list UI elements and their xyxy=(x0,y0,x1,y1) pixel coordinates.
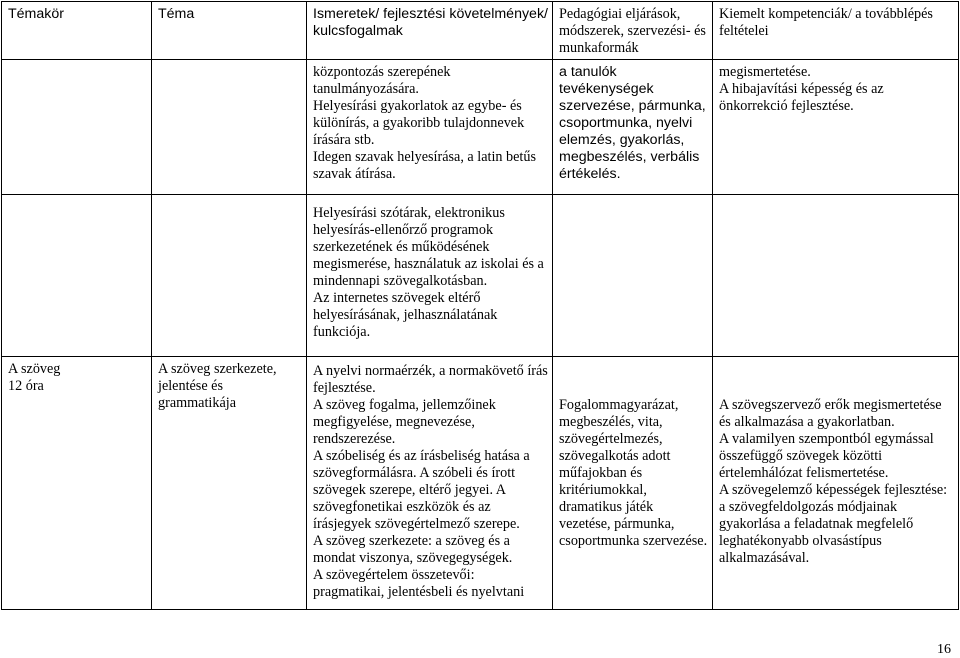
text-line: A nyelvi normaérzék, a normakövető írás fejlesztése. xyxy=(313,363,548,396)
text-line: A szövegértelem összetevői: pragmatikai, jelentésbeli és nyelvtani xyxy=(313,567,525,600)
table-row xyxy=(2,195,959,357)
header-kompetenciak: Kiemelt kompetenciák/ a továbblépés feltételei xyxy=(713,2,959,60)
table-row xyxy=(2,357,959,610)
cell-ismeretek xyxy=(307,60,553,195)
cell-tema xyxy=(152,357,307,610)
text-line: Idegen szavak helyesírása, a latin betűs szavak átírása. xyxy=(313,149,536,182)
topic-name: A szöveg xyxy=(8,361,61,377)
cell-tema-empty xyxy=(152,60,307,195)
topic-hours: 12 óra xyxy=(8,378,44,394)
cell-temakor-empty xyxy=(2,195,152,357)
text-line: Helyesírási gyakorlatok az egybe- és különírás, a gyakoribb tulajdonnevek írására stb. xyxy=(313,98,525,148)
cell-ismeretek xyxy=(307,357,553,610)
page-number: 16 xyxy=(937,642,951,657)
cell-pedagogiai xyxy=(553,60,713,195)
text-line: a tanulók tevékenységek szervezése, pármunka, csoportmunka, nyelvi elemzés, gyakorlás, megbeszélés, verbális értékelés. xyxy=(559,64,706,182)
cell-tema-empty xyxy=(152,195,307,357)
cell-pedagogiai xyxy=(553,357,713,610)
cell-kompetenciak xyxy=(713,60,959,195)
cell-temakor xyxy=(2,357,152,610)
text-line: Fogalommagyarázat, megbeszélés, vita, szövegértelmezés, szövegalkotás adott műfajokban és kritériumokkal, dramatikus játék vezetése, pármunka, csoportmunka szervezése. xyxy=(559,397,708,549)
theme-text: A szöveg szerkezete, jelentése és grammatikája xyxy=(158,361,277,411)
cell-pedagogiai-empty xyxy=(553,195,713,357)
cell-ismeretek xyxy=(307,195,553,357)
header-ismeretek: Ismeretek/ fejlesztési követelmények/ kulcsfogalmak xyxy=(307,2,553,60)
cell-temakor-empty xyxy=(2,60,152,195)
curriculum-table xyxy=(1,1,959,610)
text-line: A szövegszervező erők megismertetése és alkalmazása a gyakorlatban. xyxy=(719,397,942,430)
text-line: A szöveg fogalma, jellemzőinek megfigyelése, megnevezése, rendszerezése. xyxy=(313,397,496,447)
cell-kompetenciak xyxy=(713,357,959,610)
text-line: Az internetes szövegek eltérő helyesírásának, jelhasználatának funkciója. xyxy=(313,290,498,340)
table-row xyxy=(2,60,959,195)
text-line: A szöveg szerkezete: a szöveg és a mondat viszonya, szövegegységek. xyxy=(313,533,513,566)
header-tema: Téma xyxy=(152,2,307,60)
text-line: központozás szerepének tanulmányozására. xyxy=(313,64,451,97)
cell-kompetenciak-empty xyxy=(713,195,959,357)
text-line: A szövegelemző képességek fejlesztése: a szövegfeldolgozás módjainak gyakorlása a feladatnak megfelelő leghatékonyabb olvasástípus alkalmazásával. xyxy=(719,482,948,566)
text-line: megismertetése. xyxy=(719,64,811,80)
text-line: A hibajavítási képesség és az önkorrekció fejlesztése. xyxy=(719,81,884,114)
header-pedagogiai: Pedagógiai eljárások, módszerek, szervezési- és munkaformák xyxy=(553,2,713,60)
header-row xyxy=(2,2,959,60)
text-line: A valamilyen szempontból egymással összefüggő szövegek közötti értelemhálózat felismertetése. xyxy=(719,431,934,481)
text-line: A szóbeliség és az írásbeliség hatása a szövegformálásra. A szóbeli és írott szövegek szerepe, eltérő jegyei. A szövegfonetikai eszközök és az írásjegyek szövegértelmező szerepe. xyxy=(313,448,530,532)
header-temakor: Témakör xyxy=(2,2,152,60)
text-line: Helyesírási szótárak, elektronikus helyesírás-ellenőrző programok szerkezetének és működésének megismerése, használatuk az iskolai és a mindennapi szövegalkotásban. xyxy=(313,205,544,289)
